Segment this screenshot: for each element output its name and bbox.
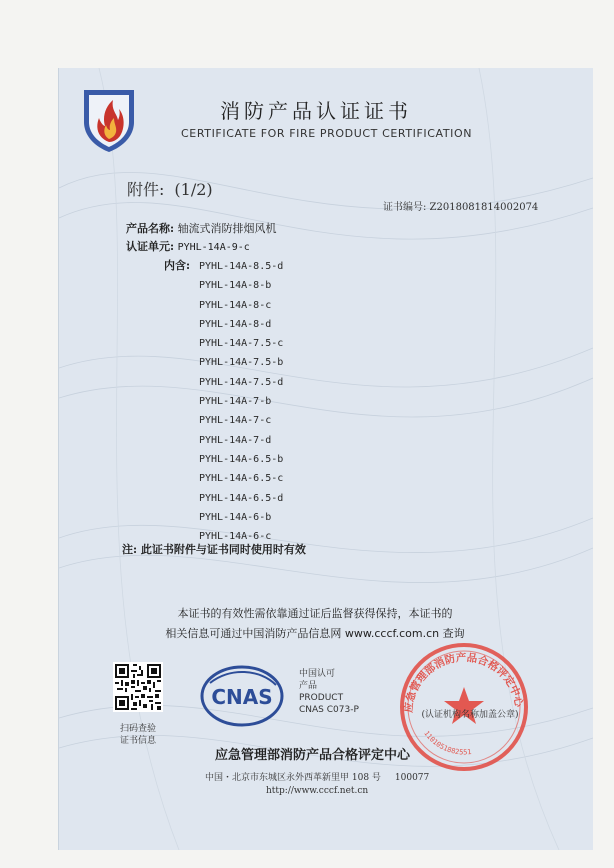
authority-website-link[interactable]: http://www.cccf.net.cn: [266, 786, 369, 796]
list-item: PYHL-14A-7.5-b: [199, 357, 284, 369]
list-item: PYHL-14A-8-d: [199, 318, 272, 330]
attachment-heading: [127, 177, 213, 200]
certification-unit-label: 认证单元:: [126, 240, 175, 253]
product-name-label: 产品名称:: [126, 222, 175, 235]
cnas-accreditation-info: [299, 668, 359, 716]
seal-number: 1101051882551: [422, 729, 472, 757]
qr-caption: [108, 723, 168, 747]
cnas-logo-text: CNAS: [211, 685, 273, 709]
list-item: PYHL-14A-7-b: [199, 396, 272, 408]
issuing-authority-name: 应急管理部消防产品合格评定中心: [215, 748, 411, 763]
address-text: 中国・北京市东城区永外西革新里甲 108 号: [205, 773, 381, 783]
list-item: PYHL-14A-7-d: [199, 434, 272, 446]
attachment-page: (1/2): [174, 180, 213, 199]
fire-certification-logo-icon: [80, 84, 138, 154]
list-item: PYHL-14A-8-b: [199, 280, 272, 292]
list-item: PYHL-14A-6.5-b: [199, 453, 284, 465]
list-item: PYHL-14A-8-c: [199, 299, 272, 311]
issuing-authority-address: [205, 770, 429, 783]
cnas-line-3: PRODUCT: [299, 693, 344, 703]
attachment-label: 附件:: [127, 180, 165, 199]
svg-text:1101051882551: [422, 729, 472, 756]
list-item: PYHL-14A-7-c: [199, 415, 272, 427]
attachment-validity-note: 注: 此证书附件与证书同时使用时有效: [122, 543, 306, 556]
certification-unit-row: [126, 238, 250, 254]
qr-caption-line-2: 证书信息: [119, 736, 156, 746]
cnas-line-4: CNAS C073-P: [299, 705, 359, 715]
model-list: [199, 257, 283, 546]
list-item: PYHL-14A-6.5-d: [199, 492, 284, 504]
qr-code-icon[interactable]: [113, 662, 163, 712]
certificate-title: 消防产品认证证书: [220, 99, 412, 123]
certification-unit-value: PYHL-14A-9-c: [177, 242, 250, 253]
postal-code: 100077: [394, 773, 430, 783]
seal-arc-text: 应急管理部消防产品合格评定中心: [402, 651, 525, 714]
cnas-line-2: 产品: [299, 681, 318, 691]
contains-label: 内含:: [164, 259, 191, 272]
product-name-row: [126, 220, 277, 236]
list-item: PYHL-14A-6-c: [199, 531, 272, 543]
product-name-value: 轴流式消防排烟风机: [177, 222, 277, 235]
validity-line-2: 相关信息可通过中国消防产品信息网 www.cccf.com.cn 查询: [165, 627, 465, 640]
list-item: PYHL-14A-8.5-d: [199, 261, 284, 272]
official-seal-icon: [392, 635, 537, 775]
cnas-logo-icon: [200, 665, 284, 727]
list-item: PYHL-14A-6-b: [199, 511, 272, 523]
list-item: PYHL-14A-6.5-c: [199, 473, 284, 485]
list-item: PYHL-14A-7.5-d: [199, 376, 284, 388]
validity-line-1: 本证书的有效性需依靠通过证后监督获得保持，本证书的: [177, 607, 453, 620]
seal-inner-text: (认证机构名称加盖公章): [421, 710, 519, 720]
list-item: PYHL-14A-7.5-c: [199, 338, 284, 350]
certificate-title-english: CERTIFICATE FOR FIRE PRODUCT CERTIFICATION: [181, 127, 473, 140]
qr-caption-line-1: 扫码查验: [119, 724, 156, 734]
cnas-line-1: 中国认可: [299, 669, 336, 679]
certificate-number: 证书编号: Z2018081814002074: [383, 202, 539, 213]
